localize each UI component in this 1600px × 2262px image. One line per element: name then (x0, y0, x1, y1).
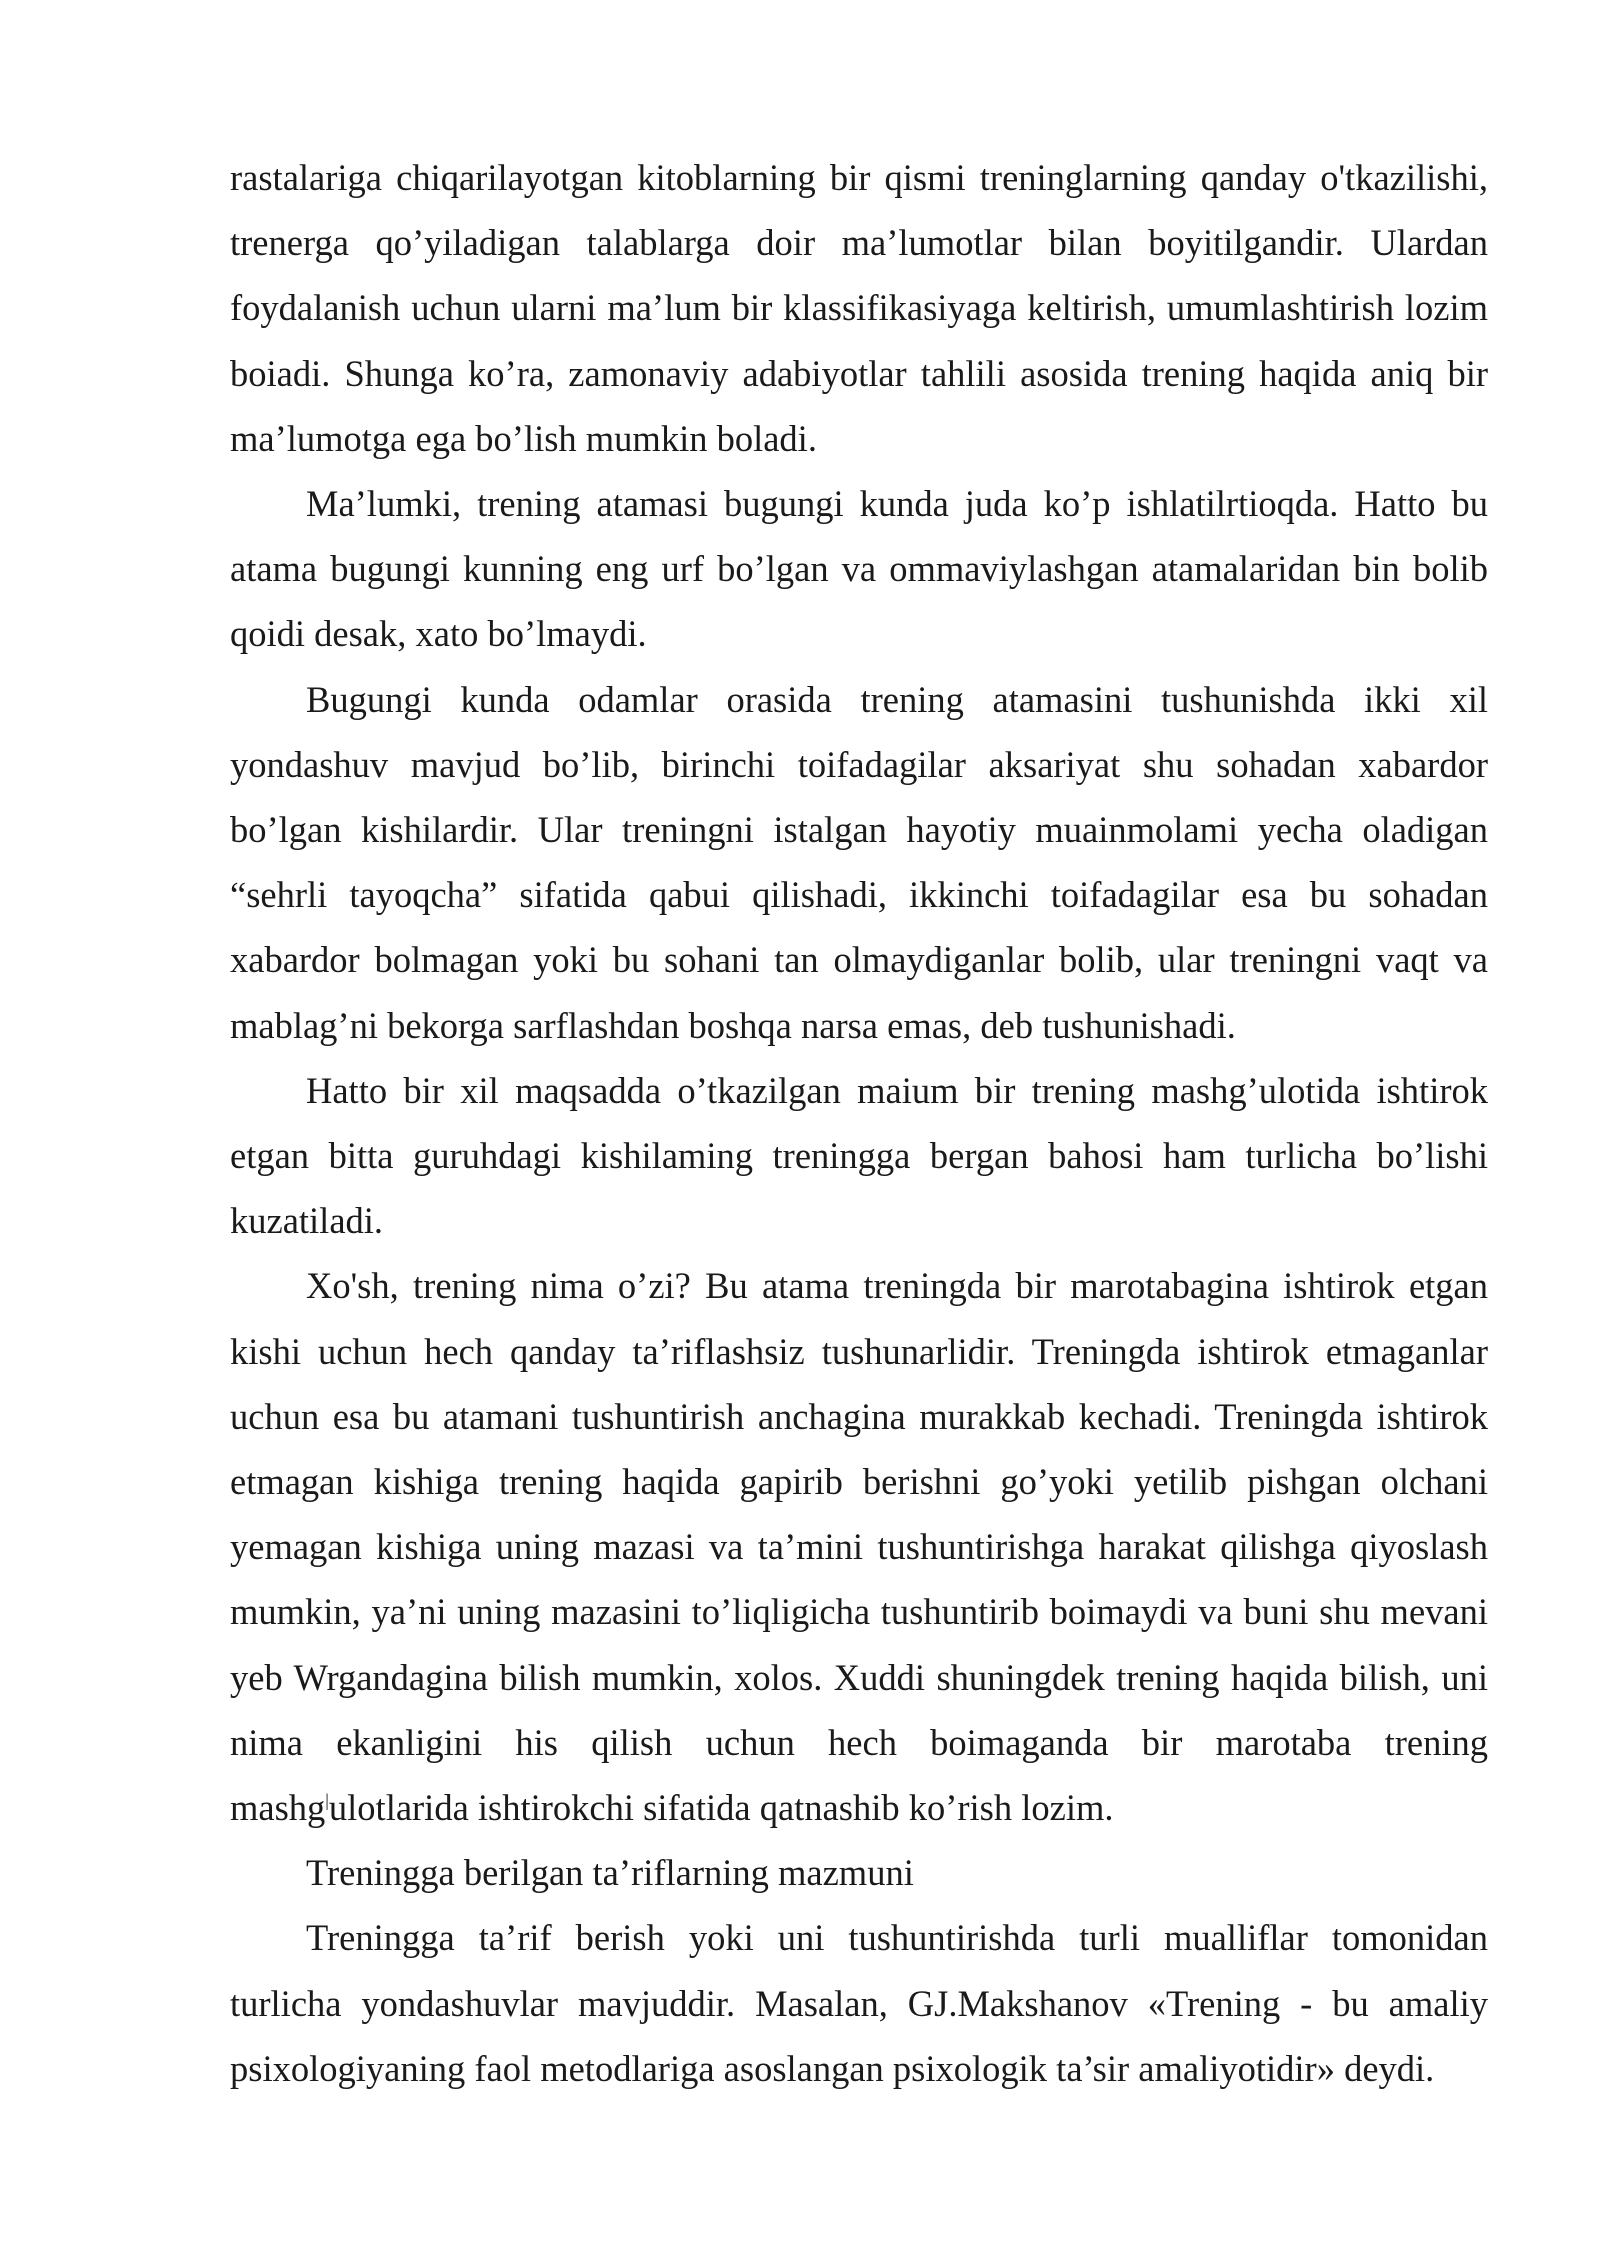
superscript-mark: | (325, 1790, 329, 1811)
paragraph-group-evaluation: Hatto bir xil maqsadda o’tkazilgan maium bir trening mashg’ulotida ishtirok etgan bitta guruhdagi kishilaming treningga bergan bahosi ham turlicha bo’lishi kuzatiladi. (230, 1069, 1488, 1242)
paragraph-continuation: rastalariga chiqarilayotgan kitoblarning bir qismi treninglarning qanday o'tkazilishi, trenerga qo’yiladigan talablarga doir ma’lumotlar bilan boyitilgandir. Ulardan foydalanish uchun ularni ma’lum bir klassifikasiyaga keltirish, umumlashtirish lozim boiadi. Shunga ko’ra, zamonaviy adabiyotlar tahlili asosida trening haqida aniq bir ma’lumotga ega bo’lish mumkin boladi. (230, 157, 1488, 459)
paragraph-definitions: Treningga ta’rif berish yoki uni tushuntirishda turli mualliflar tomonidan turlicha yondashuvlar mavjuddir. Masalan, GJ.Makshanov «Trening - bu amaliy psixologiyaning faol metodlariga asoslangan psixologik ta’sir amaliyotidir» deydi. (230, 1917, 1488, 2089)
paragraph-two-approaches: Bugungi kunda odamlar orasida trening atamasini tushunishda ikki xil yondashuv mavjud bo’lib, birinchi toifadagilar aksariyat shu sohadan xabardor bo’lgan kishilardir. Ular treningni istalgan hayotiy muainmolami yecha oladigan “sehrli tayoqcha” sifatida qabui qilishadi, ikkinchi toifadagilar esa bu sohadan xabardor bolmagan yoki bu sohani tan olmaydiganlar bolib, ular treningni vaqt va mablag’ni bekorga sarflashdan boshqa narsa emas, deb tushunishadi. (230, 678, 1488, 1046)
section-heading: Treningga berilgan ta’riflarning mazmuni (306, 1852, 914, 1894)
paragraph-what-is-trening-text: Xo'sh, trening nima o’zi? Bu atama treningda bir marotabagina ishtirok etgan kishi uchun hech qanday ta’riflashsiz tushunarlidir. Treningda ishtirok etmaganlar uchun esa bu atamani tushuntirish anchagina murakkab kechadi. Treningda ishtirok etmagan kishiga trening haqida gapirib berishni go’yoki yetilib pishgan olchani yemagan kishiga uning mazasi va ta’mini tushuntirishga harakat qilishga qiyoslash mumkin, ya’ni uning mazasini to’liqligicha tushuntirib boimaydi va buni shu mevani yeb Wrgandagina bilish mumkin, xolos. Xuddi shuningdek trening haqida bilish, uni nima ekanligini his qilish uchun hech boimaganda bir marotaba trening mashg (230, 1265, 1488, 1829)
document-page (230, 145, 1488, 2101)
paragraph-trening-term: Ma’lumki, trening atamasi bugungi kunda juda ko’p ishlatilrtioqda. Hatto bu atama bugungi kunning eng urf bo’lgan va ommaviylashgan atamalaridan bin bolib qoidi desak, xato bo’lmaydi. (230, 483, 1488, 655)
paragraph-what-is-trening (230, 1253, 1488, 1840)
paragraph-what-is-trening-text-end: ulotlarida ishtirokchi sifatida qatnashib ko’rish lozim. (328, 1787, 1114, 1829)
